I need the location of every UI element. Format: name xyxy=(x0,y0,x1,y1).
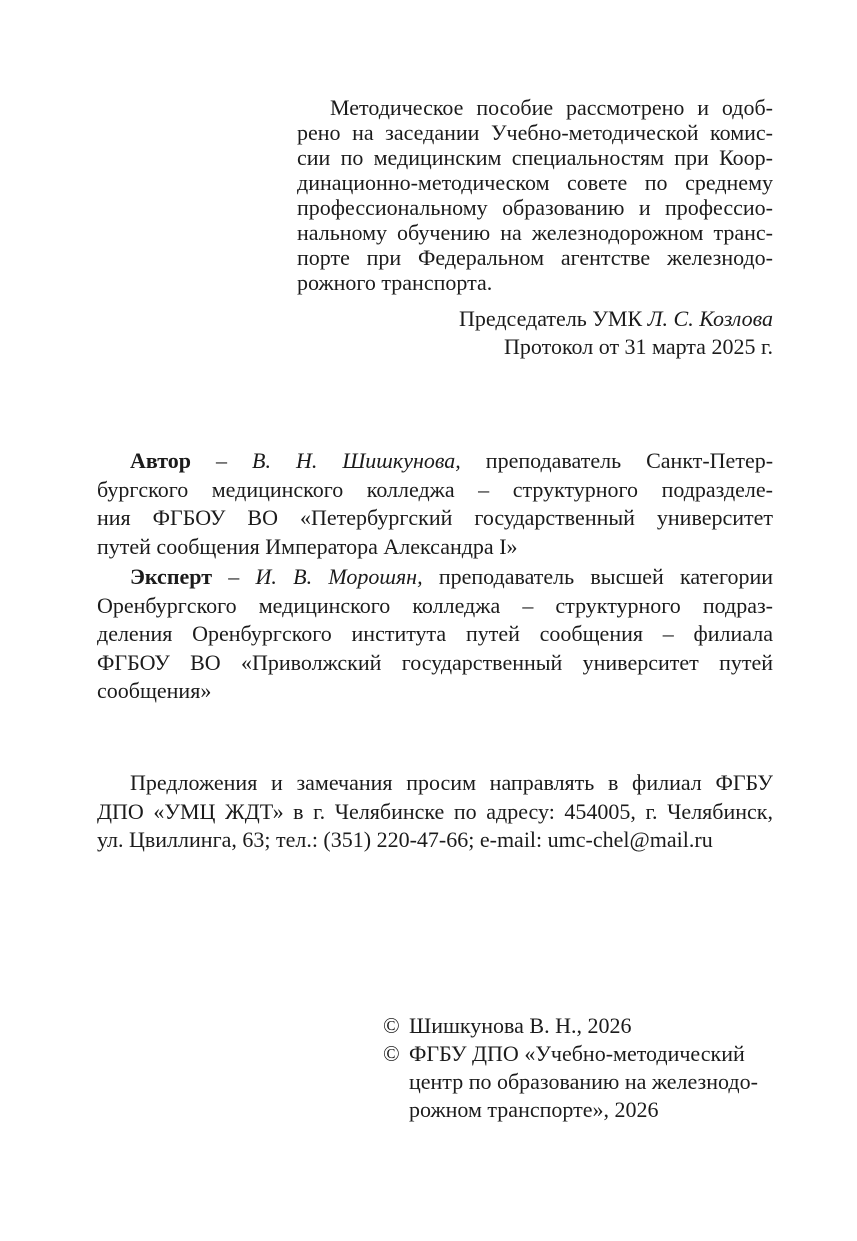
author-name: В. Н. Шишкунова, xyxy=(252,448,461,473)
author-label: Автор xyxy=(130,448,191,473)
contact-line: Предложения и замечания просим направлять в филиал ФГБУ xyxy=(130,770,773,795)
expert-line: сообщения» xyxy=(97,678,212,703)
expert-paragraph xyxy=(97,563,773,706)
approval-note xyxy=(297,95,773,295)
expert-name: И. В. Морошян, xyxy=(255,564,423,589)
approval-line: профессиональному образованию и профессио- xyxy=(297,195,773,220)
approval-line: нальному обучению на железнодорожном транс- xyxy=(297,220,773,245)
copyright-text xyxy=(409,1040,783,1124)
approval-line: Методическое пособие рассмотрено и одоб- xyxy=(330,95,773,120)
chairman-line xyxy=(297,305,773,333)
copyright-line: центр по образованию на железнодо- xyxy=(409,1069,758,1094)
author-paragraph xyxy=(97,447,773,561)
chairman-title: Председатель УМК xyxy=(458,306,643,331)
approval-line: рено на заседании Учебно-методической комис- xyxy=(297,120,773,145)
approval-line: сии по медицинским специальностям при Коор- xyxy=(297,145,773,170)
dash: – xyxy=(228,564,240,589)
copyright-block xyxy=(383,1012,783,1124)
copyright-entry-author xyxy=(383,1012,783,1040)
expert-line: ФГБОУ ВО «Приволжский государственный университет путей xyxy=(97,649,773,675)
dash: – xyxy=(216,448,227,473)
copyright-line: Шишкунова В. Н., 2026 xyxy=(409,1013,632,1038)
expert-line: деления Оренбургского института путей сообщения – филиала xyxy=(97,621,773,646)
author-line: путей сообщения Императора Александра I» xyxy=(97,533,518,559)
author-line: бургского медицинского колледжа – структурного подразделе- xyxy=(97,476,773,502)
expert-label: Эксперт xyxy=(130,564,213,589)
approval-line: рожного транспорта. xyxy=(297,270,493,295)
contact-paragraph xyxy=(97,769,773,855)
expert-role: преподаватель высшей категории xyxy=(438,564,774,589)
copyright-line: ФГБУ ДПО «Учебно-методический xyxy=(409,1041,745,1066)
copyright-text xyxy=(409,1012,783,1040)
author-line: ния ФГБОУ ВО «Петербургский государственный университет xyxy=(97,505,773,530)
author-role: преподаватель Санкт-Петер- xyxy=(485,448,774,473)
expert-line: Оренбургского медицинского колледжа – структурного подраз- xyxy=(97,592,773,618)
author-first-line xyxy=(97,447,773,476)
protocol-line: Протокол от 31 марта 2025 г. xyxy=(504,334,773,359)
approval-line: динационно-методическом совете по среднему xyxy=(297,170,773,195)
signature-block xyxy=(297,305,773,361)
contact-line: ул. Цвиллинга, 63; тел.: (351) 220-47-66; e-mail: umc-chel@mail.ru xyxy=(97,827,713,852)
copyright-line: рожном транспорте», 2026 xyxy=(409,1097,659,1122)
copyright-symbol: © xyxy=(383,1041,400,1066)
expert-first-line xyxy=(97,563,773,592)
contact-line: ДПО «УМЦ ЖДТ» в г. Челябинске по адресу: 454005, г. Челябинск, xyxy=(97,798,773,824)
chairman-name: Л. С. Козлова xyxy=(647,306,773,331)
copyright-symbol: © xyxy=(383,1013,400,1038)
approval-line: порте при Федеральном агентстве железнодо- xyxy=(297,245,773,270)
copyright-entry-publisher xyxy=(383,1040,783,1124)
